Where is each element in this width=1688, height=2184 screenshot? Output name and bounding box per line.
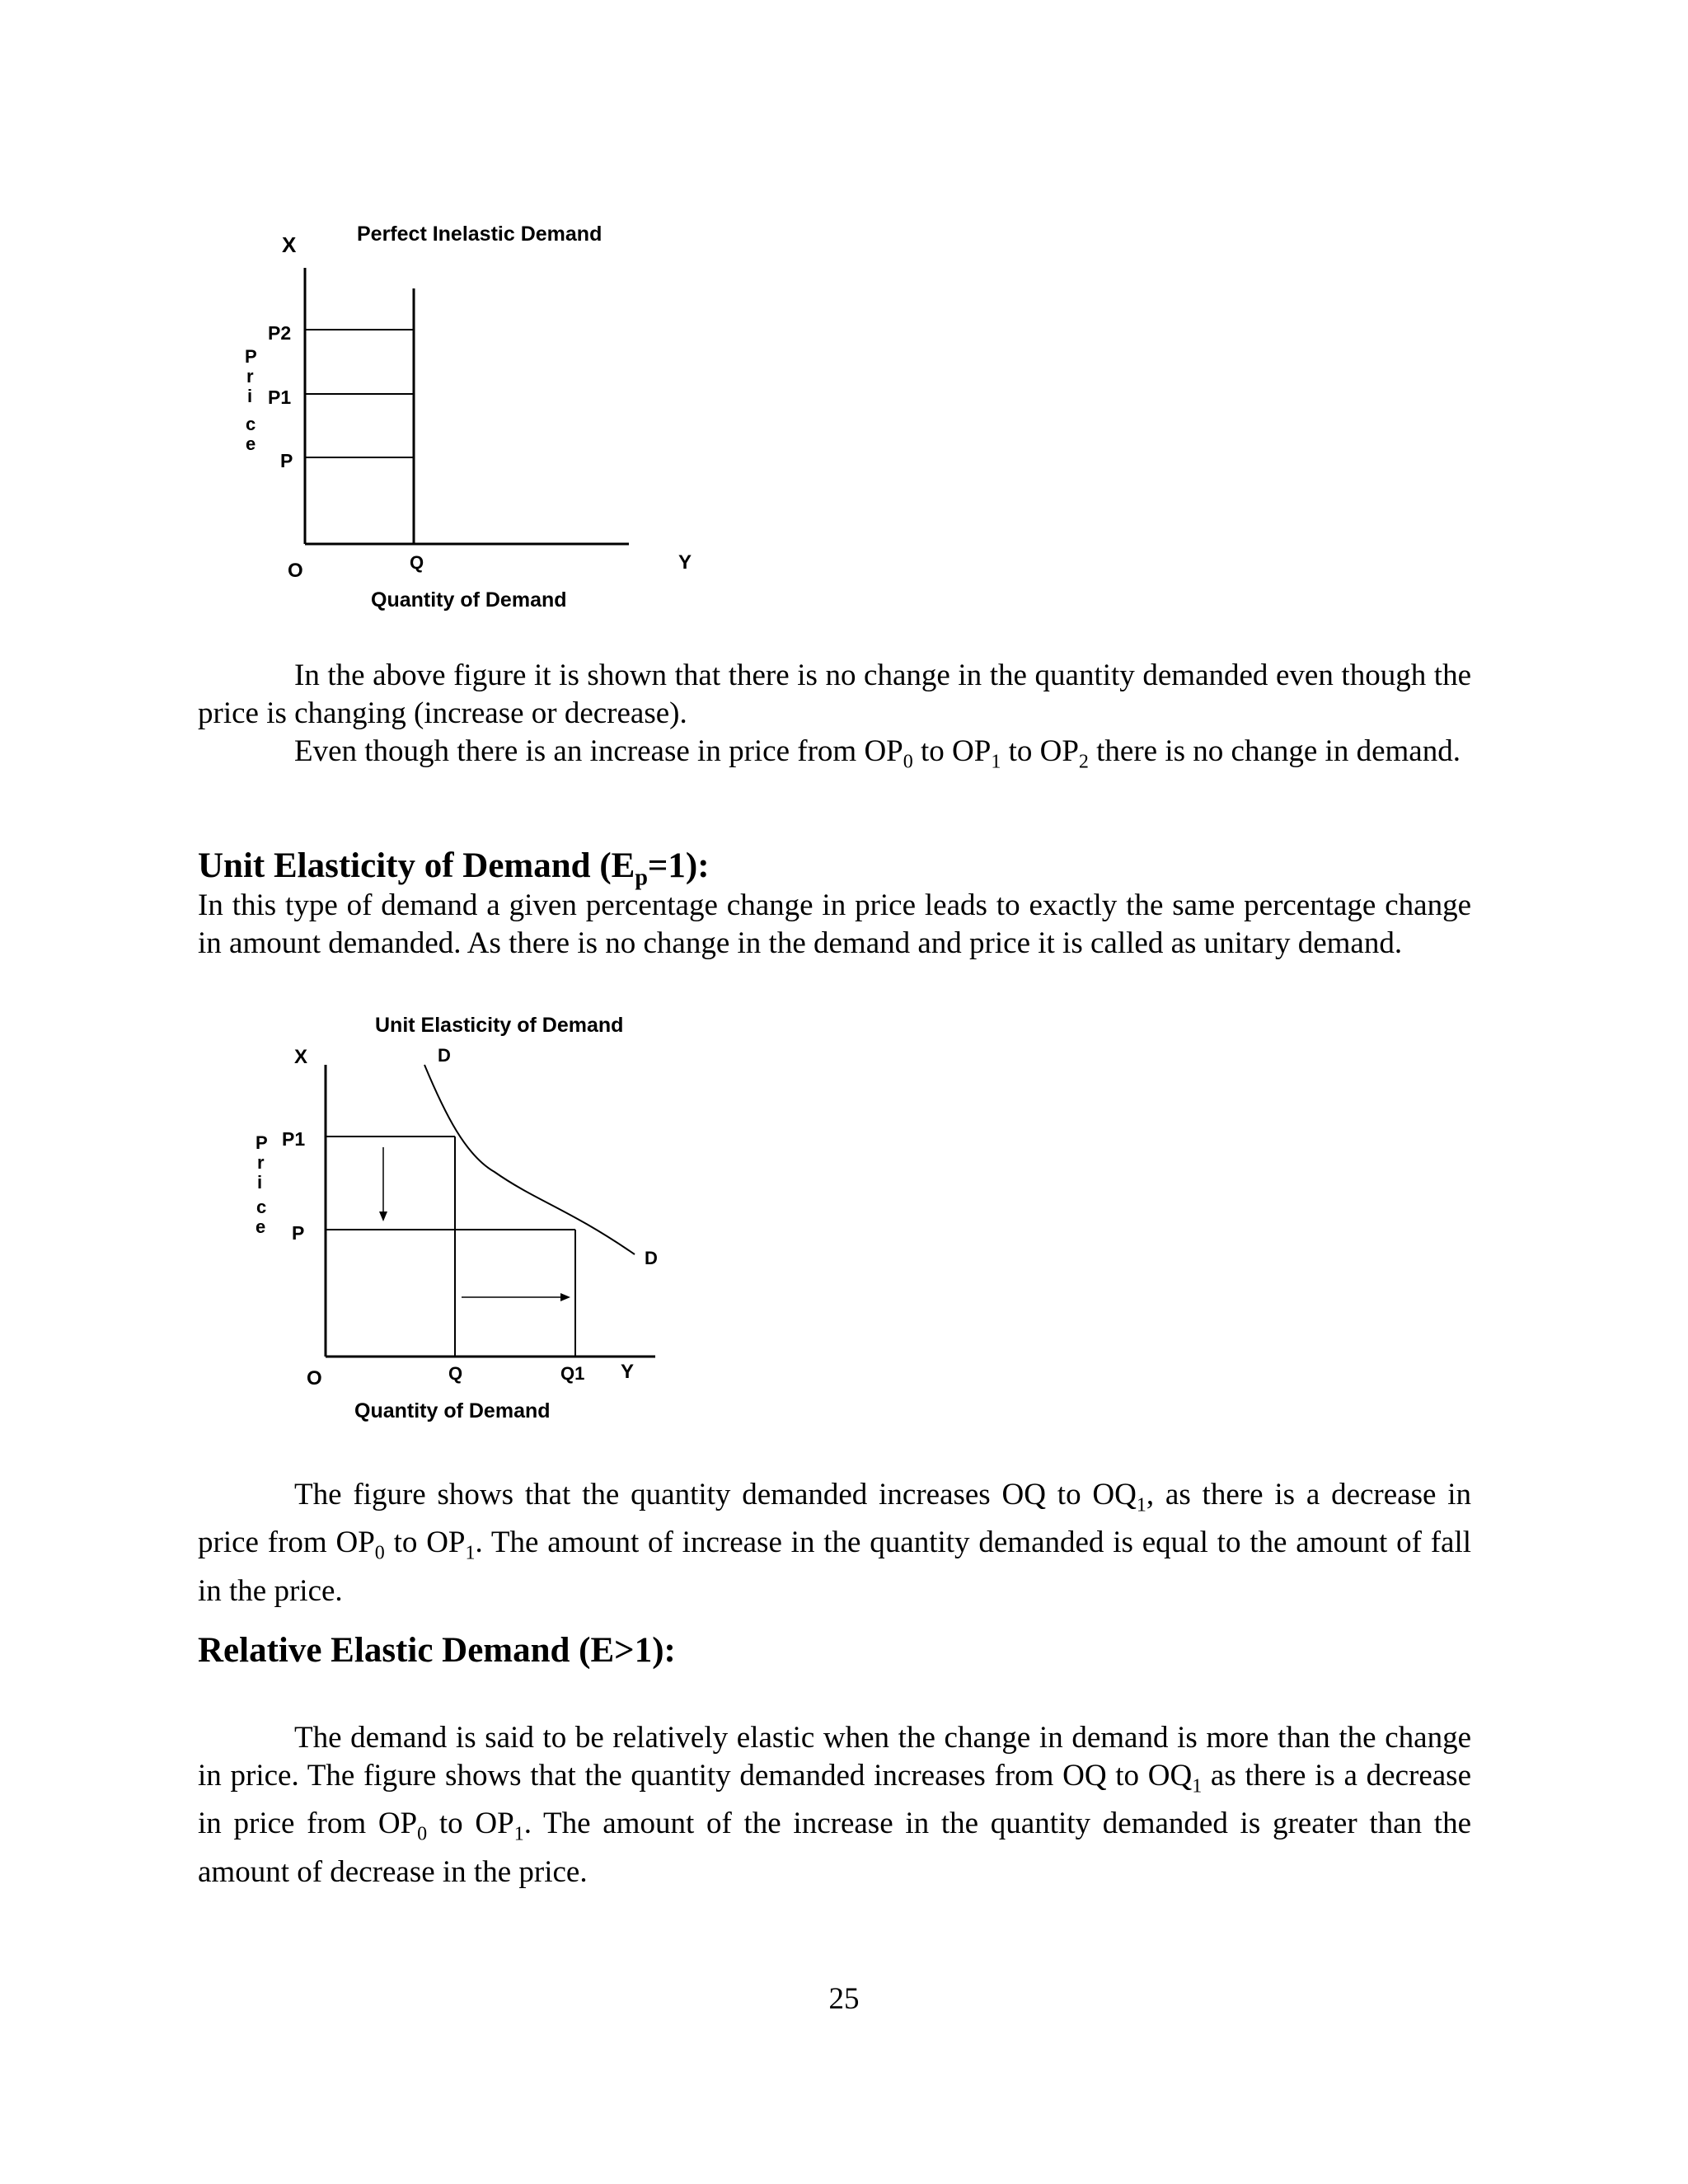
figure1-price-letter: i <box>247 386 253 406</box>
heading-subscript: p <box>635 865 648 891</box>
figure2-demand-curve <box>424 1065 635 1254</box>
figure1-price-label-p1: P1 <box>268 387 292 408</box>
paragraph-text: as there is a decrease in price from OP <box>198 1759 1471 1841</box>
paragraph-text: The demand is said to be relatively elastic when the change in demand is more than the change in price. The figure shows that the quantity demanded increases from OQ to OQ <box>198 1721 1471 1793</box>
figure1-price-letter: P <box>245 346 257 367</box>
paragraph-text: . The amount of increase in the quantity demanded is equal to the amount of fall in the price. <box>198 1526 1472 1608</box>
figure2-price-decrease-arrowhead <box>379 1212 387 1221</box>
paragraph-increase-in-price <box>198 733 1471 780</box>
figure1-quantity-label: Q <box>410 552 424 573</box>
paragraph-unit-elasticity <box>198 887 1471 963</box>
paragraph-text: , as there is a decrease in price from OP <box>198 1478 1471 1560</box>
subscript: 0 <box>417 1823 428 1845</box>
paragraph-unit-figure-explanation <box>198 1476 1471 1610</box>
paragraph-no-change-text: In the above figure it is shown that there is no change in the quantity demanded even though the price is changing (increase or decrease). <box>198 658 1471 730</box>
figure1-y-axis-label: Y <box>678 551 692 574</box>
figure2-price-letter: i <box>257 1172 263 1193</box>
paragraph-text: there is no change in demand. <box>1088 734 1461 768</box>
figure2-price-letter: e <box>256 1216 266 1237</box>
paragraph-text: to OP <box>427 1807 514 1841</box>
subscript: 1 <box>465 1542 476 1564</box>
figure2-price-label-p: P <box>292 1222 305 1244</box>
figure1-price-letter: c <box>246 414 256 434</box>
subscript: 0 <box>374 1542 385 1564</box>
figure2-origin-label: O <box>307 1367 322 1390</box>
figure2-x-axis-label: X <box>294 1046 308 1068</box>
figure1-price-label-p2: P2 <box>268 322 292 344</box>
figure1-origin-label: O <box>288 560 303 582</box>
paragraph-text: to OP <box>384 1526 466 1560</box>
paragraph-text: . The amount of the increase in the quantity demanded is greater than the amount of decrease in the price. <box>198 1807 1472 1889</box>
paragraph-text: Even though there is an increase in price from OP <box>294 734 903 768</box>
figure1-horizontal-axis-title: Quantity of Demand <box>371 588 567 612</box>
page-number: 25 <box>828 1982 860 2016</box>
figure2-quantity-label-q: Q <box>448 1363 463 1384</box>
figure2-price-letter: r <box>257 1152 265 1173</box>
figure2-price-label-p1: P1 <box>282 1128 306 1150</box>
subscript: 1 <box>1136 1494 1146 1516</box>
figure2-title: Unit Elasticity of Demand <box>375 1014 624 1037</box>
figure1-title: Perfect Inelastic Demand <box>357 223 603 246</box>
subscript: 1 <box>1192 1775 1203 1797</box>
figure2-y-axis-label: Y <box>621 1361 635 1383</box>
heading-relative-elastic-demand <box>198 1629 676 1672</box>
figure2-quantity-increase-arrowhead <box>560 1293 570 1301</box>
perfect-inelastic-demand-figure <box>231 214 725 618</box>
figure2-curve-label-top: D <box>438 1045 451 1066</box>
subscript: 2 <box>1078 751 1089 773</box>
paragraph-text: In this type of demand a given percentage change in price leads to exactly the same percentage change in amount demanded. As there is no change in the demand and price it is called as unitary demand. <box>198 888 1471 960</box>
paragraph-text: to OP <box>1001 734 1079 768</box>
paragraph-no-change <box>198 657 1471 733</box>
heading-text: Unit Elasticity of Demand (E <box>198 846 635 885</box>
paragraph-relative-elastic <box>198 1719 1471 1891</box>
figure2-quantity-label-q1: Q1 <box>560 1363 585 1384</box>
figure2-price-letter: c <box>256 1197 267 1217</box>
paragraph-text: The figure shows that the quantity demanded increases OQ to OQ <box>294 1478 1137 1511</box>
figure2-horizontal-axis-title: Quantity of Demand <box>354 1399 551 1422</box>
figure1-price-letter: e <box>246 434 256 454</box>
subscript: 1 <box>513 1823 524 1845</box>
paragraph-text: to OP <box>912 734 992 768</box>
heading-text: =1): <box>647 846 710 885</box>
figure1-price-label-p: P <box>280 450 293 471</box>
figure2-price-letter: P <box>256 1132 268 1153</box>
figure1-x-axis-label: X <box>282 232 297 257</box>
figure1-price-letter: r <box>246 366 254 387</box>
heading-text: Relative Elastic Demand (E>1): <box>198 1631 676 1670</box>
unit-elasticity-demand-figure <box>239 1007 701 1427</box>
figure2-curve-label-bottom: D <box>645 1248 658 1268</box>
subscript: 0 <box>903 751 913 773</box>
subscript: 1 <box>991 751 1001 773</box>
